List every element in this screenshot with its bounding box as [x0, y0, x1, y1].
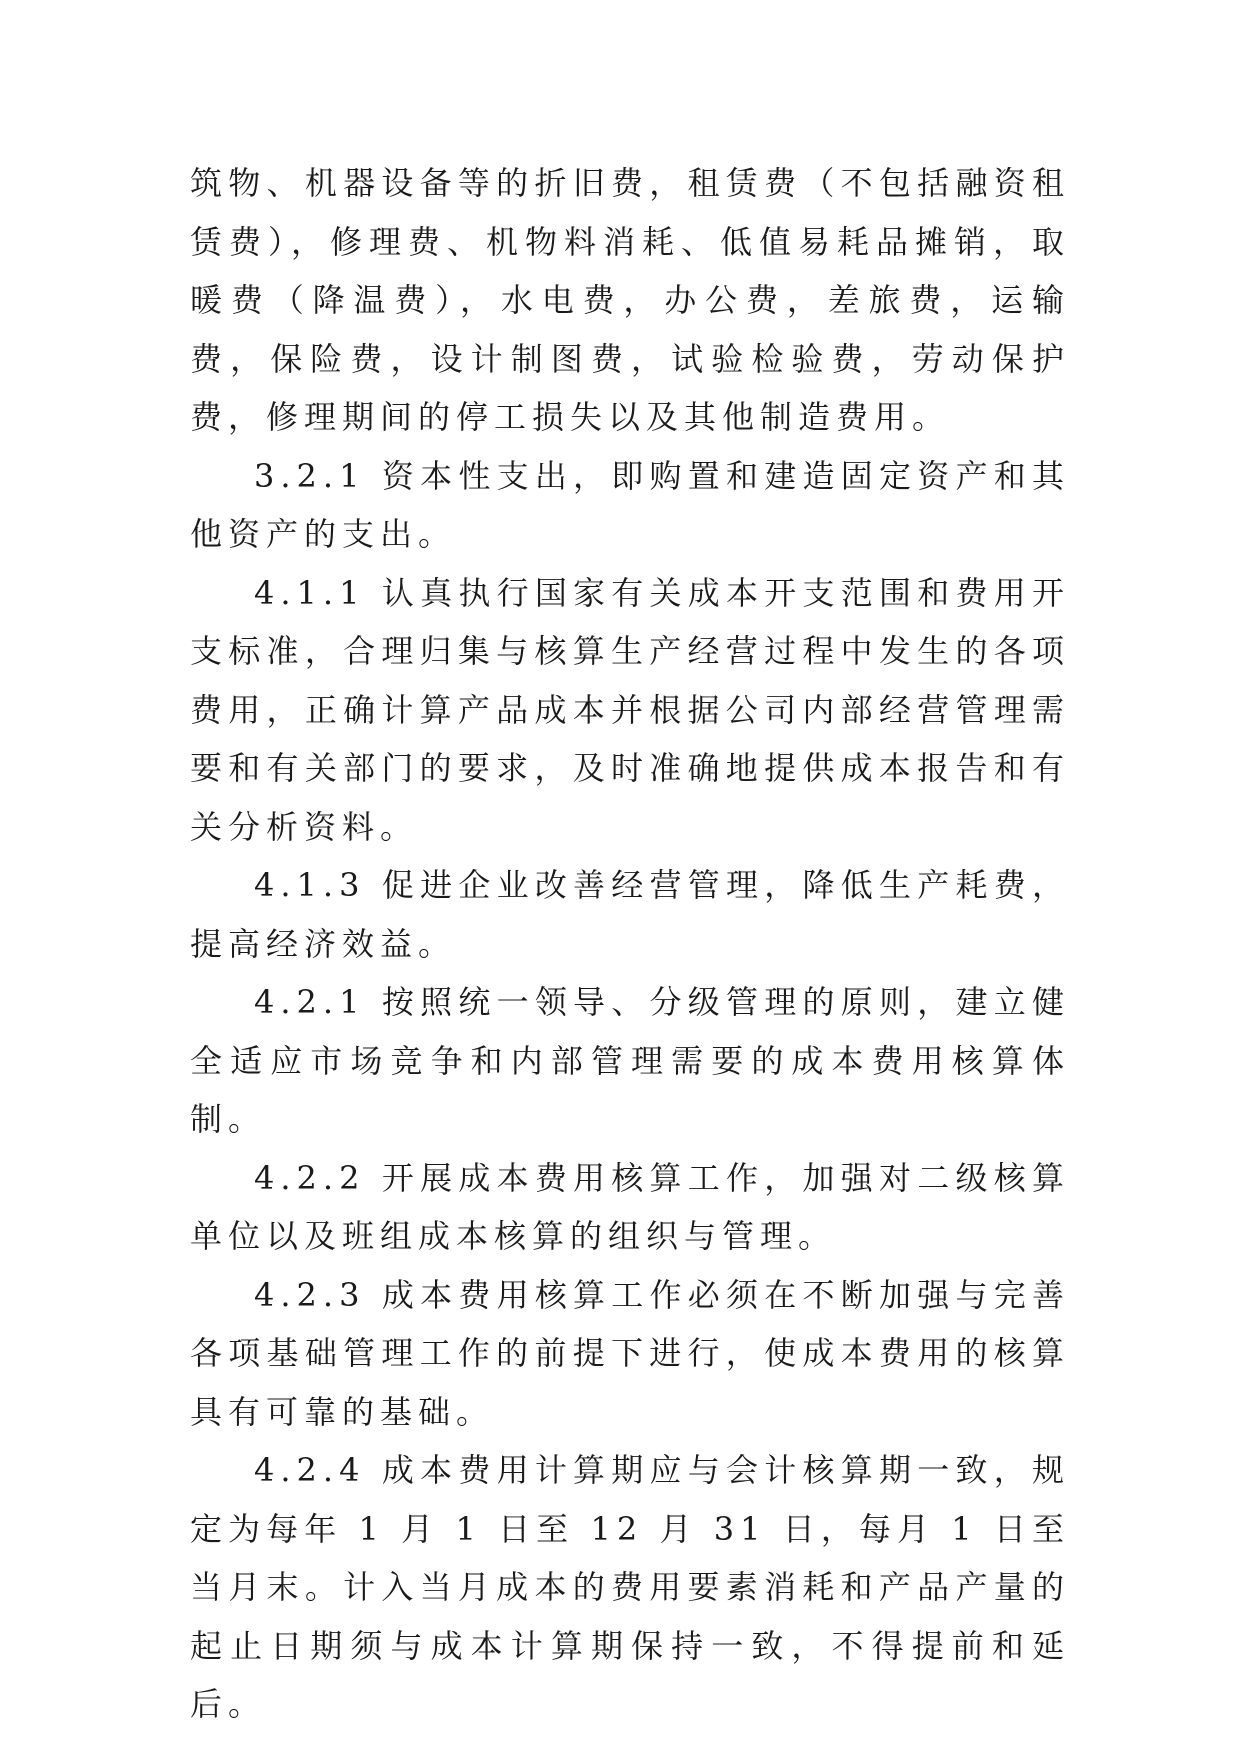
paragraph-4-2-3: 4.2.3 成本费用核算工作必须在不断加强与完善各项基础管理工作的前提下进行，使成本费用的核算具有可靠的基础。 — [190, 1275, 1070, 1431]
paragraph-4-2-4: 4.2.4 成本费用计算期应与会计核算期一致，规定为每年 1 月 1 日至 12 月 31 日，每月 1 日至当月末。计入当月成本的费用要素消耗和产品产量的起止日期须与成本计算期保持一致，不得提前和延后。 — [190, 1451, 1070, 1723]
paragraph-4-2-2: 4.2.2 开展成本费用核算工作，加强对二级核算单位以及班组成本核算的组织与管理。 — [190, 1158, 1070, 1255]
paragraph-continuation: 筑物、机器设备等的折旧费，租赁费（不包括融资租赁费），修理费、机物料消耗、低值易耗品摊销，取暖费（降温费），水电费，办公费，差旅费，运输费，保险费，设计制图费，试验检验费，劳动保护费，修理期间的停工损失以及其他制造费用。 — [190, 164, 1070, 436]
paragraph-4-2-1: 4.2.1 按照统一领导、分级管理的原则，建立健全适应市场竞争和内部管理需要的成本费用核算体制。 — [190, 983, 1070, 1138]
paragraph-4-1-3: 4.1.3 促进企业改善经营管理，降低生产耗费，提高经济效益。 — [190, 866, 1070, 963]
body-text — [190, 154, 1070, 1734]
paragraph-3-2-1: 3.2.1 资本性支出，即购置和建造固定资产和其他资产的支出。 — [190, 456, 1070, 553]
paragraph-4-1-1: 4.1.1 认真执行国家有关成本开支范围和费用开支标准，合理归集与核算生产经营过程中发生的各项费用，正确计算产品成本并根据公司内部经营管理需要和有关部门的要求，及时准确地提供成本报告和有关分析资料。 — [190, 573, 1070, 846]
